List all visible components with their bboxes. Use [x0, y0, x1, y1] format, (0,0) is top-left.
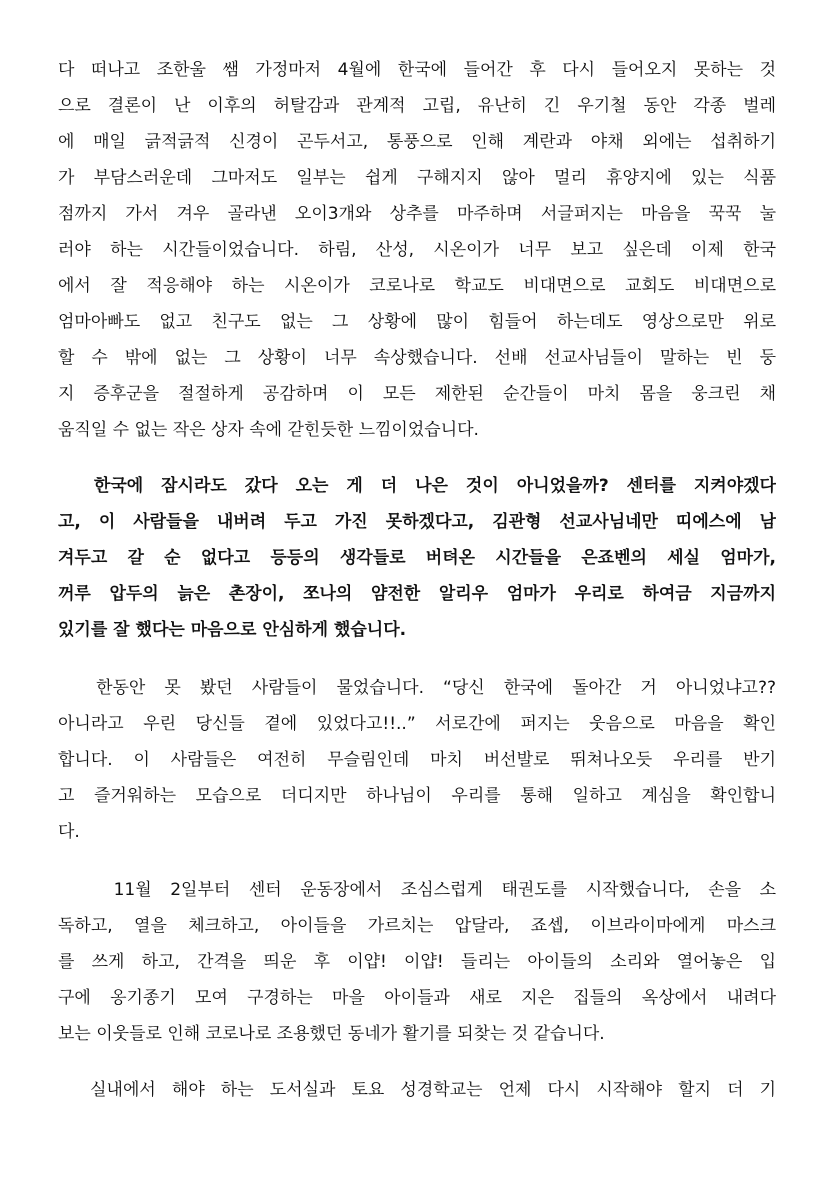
text-line: 엄마아빠도 없고 친구도 없는 그 상황에 많이 힘들어 하는데도 영상으로만 위로	[58, 312, 776, 332]
text-line: 한국에 잠시라도 갔다 오는 게 더 나은 것이 아니었을까? 센터를 지켜야겠다	[58, 476, 776, 496]
text-line: 11월 2일부터 센터 운동장에서 조심스럽게 태권도를 시작했습니다, 손을 소	[58, 880, 776, 900]
text-line: 러야 하는 시간들이었습니다. 하림, 산성, 시온이가 너무 보고 싶은데 이제 한국	[58, 240, 776, 260]
text-line: 있기를 잘 했다는 마음으로 안심하게 했습니다.	[58, 620, 407, 640]
paragraph-4	[58, 872, 776, 1052]
text-line: 겨두고 갈 순 없다고 등등의 생각들로 버텨온 시간들을 은죠벤의 세실 엄마가,	[58, 548, 776, 568]
text-line: 아니라고 우린 당신들 곁에 있었다고!!..” 서로간에 퍼지는 웃음으로 마음을 확인	[58, 714, 776, 734]
text-line: 에 매일 긁적긁적 신경이 곤두서고, 통풍으로 인해 계란과 야채 외에는 섭취하기	[58, 132, 776, 152]
text-line: 다.	[58, 822, 80, 842]
text-line: 할 수 밖에 없는 그 상황이 너무 속상했습니다. 선배 선교사님들이 말하는 빈 둥	[58, 348, 776, 368]
text-line: 다 떠나고 조한울 쌤 가정마저 4월에 한국에 들어간 후 다시 들어오지 못하는 것	[58, 60, 776, 80]
paragraph-1	[58, 52, 776, 448]
text-line: 를 쓰게 하고, 간격을 띄운 후 이얍! 이얍! 들리는 아이들의 소리와 열어놓은 입	[58, 952, 776, 972]
text-line: 한동안 못 봤던 사람들이 물었습니다. “당신 한국에 돌아간 거 아니었냐고??	[58, 678, 776, 698]
paragraph-5	[58, 1072, 776, 1108]
text-line: 보는 이웃들로 인해 코로나로 조용했던 동네가 활기를 되찾는 것 같습니다.	[58, 1024, 605, 1044]
text-line: 점까지 가서 겨우 골라낸 오이3개와 상추를 마주하며 서글퍼지는 마음을 꾹꾹 눌	[58, 204, 776, 224]
text-line: 구에 옹기종기 모여 구경하는 마을 아이들과 새로 지은 집들의 옥상에서 내려다	[58, 988, 776, 1008]
text-line: 독하고, 열을 체크하고, 아이들을 가르치는 압달라, 죠셉, 이브라이마에게 마스크	[58, 916, 776, 936]
text-line: 가 부담스러운데 그마저도 일부는 쉽게 구해지지 않아 멀리 휴양지에 있는 식품	[58, 168, 776, 188]
text-line: 으로 결론이 난 이후의 허탈감과 관계적 고립, 유난히 긴 우기철 동안 각종 벌레	[58, 96, 776, 116]
text-line: 고, 이 사람들을 내버려 두고 가진 못하겠다고, 김관형 선교사님네만 띠에스에 남	[58, 512, 776, 532]
text-line: 고 즐거워하는 모습으로 더디지만 하나님이 우리를 통해 일하고 계심을 확인합니	[58, 786, 776, 806]
text-line: 합니다. 이 사람들은 여전히 무슬림인데 마치 버선발로 뛰쳐나오듯 우리를 반기	[58, 750, 776, 770]
document-page	[58, 52, 776, 1108]
text-line: 꺼루 압두의 늙은 촌장이, 쪼나의 얌전한 알리우 엄마가 우리로 하여금 지금까지	[58, 584, 776, 604]
text-line: 지 증후군을 절절하게 공감하며 이 모든 제한된 순간들이 마치 몸을 웅크린 채	[58, 384, 776, 404]
paragraph-2-bold	[58, 468, 776, 648]
text-line: 움직일 수 없는 작은 상자 속에 갇힌듯한 느낌이었습니다.	[58, 420, 479, 440]
paragraph-3	[58, 670, 776, 850]
text-line: 에서 잘 적응해야 하는 시온이가 코로나로 학교도 비대면으로 교회도 비대면으로	[58, 276, 776, 296]
text-line: 실내에서 해야 하는 도서실과 토요 성경학교는 언제 다시 시작해야 할지 더 기	[58, 1080, 776, 1100]
